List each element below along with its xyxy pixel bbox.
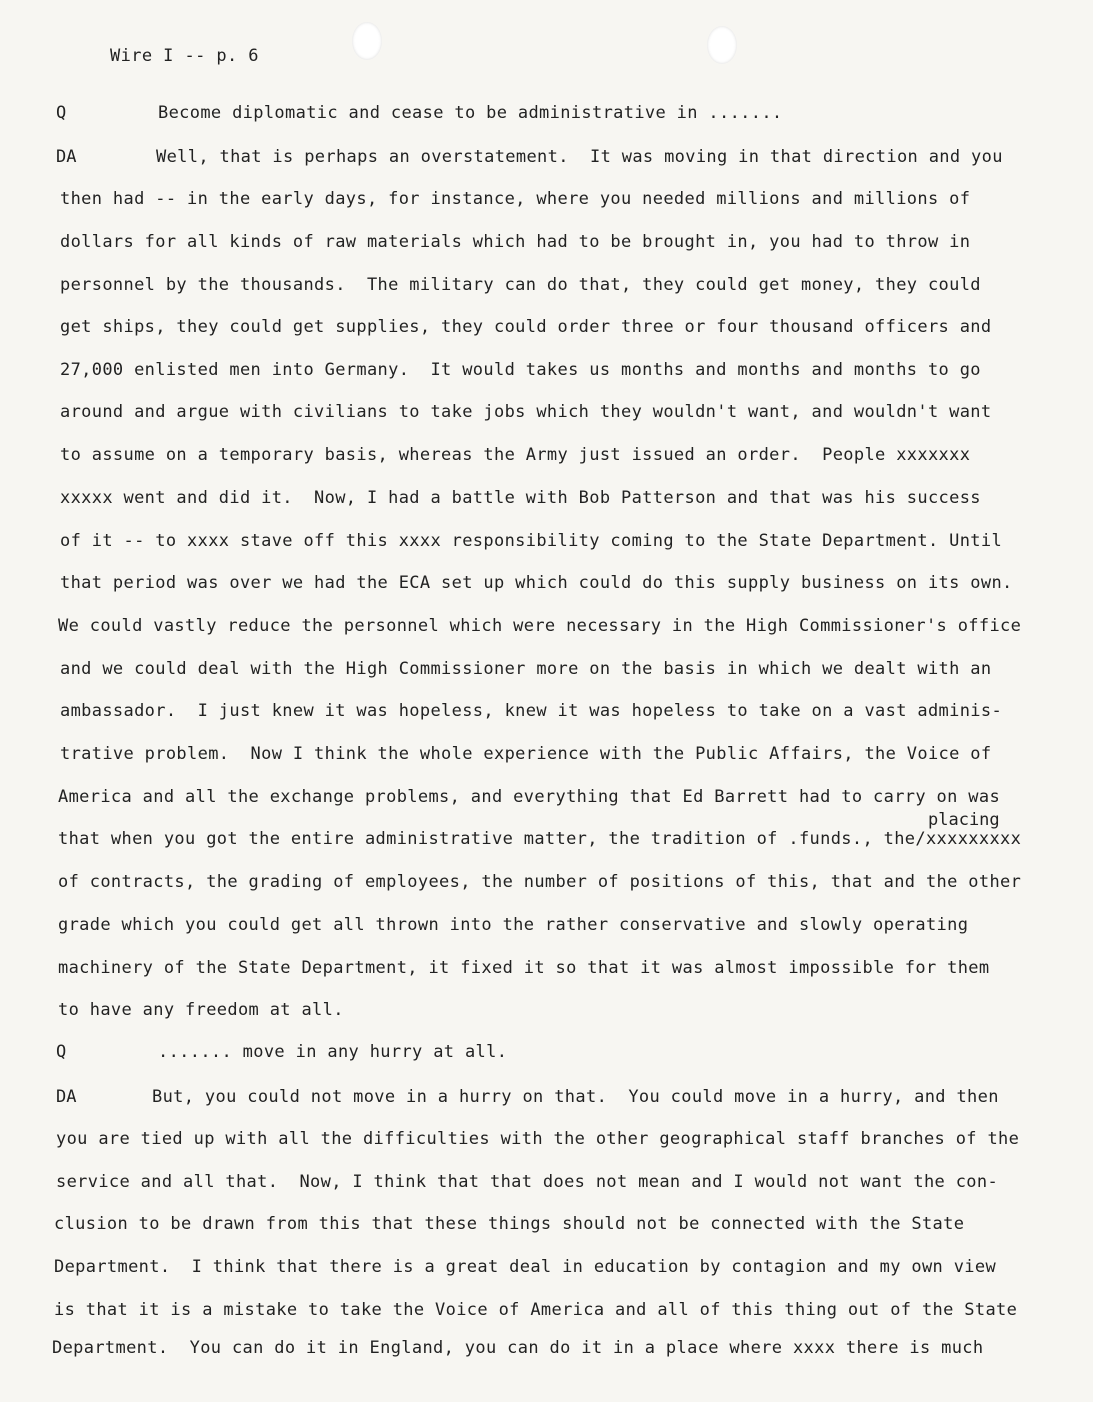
- text-line: But, you could not move in a hurry on that. You could move in a hurry, and then: [152, 1087, 999, 1107]
- speaker-label: DA: [56, 1087, 77, 1107]
- text-line: trative problem. Now I think the whole experience with the Public Affairs, the Voice of: [60, 744, 992, 764]
- handwritten-insert: placing: [928, 810, 1000, 830]
- text-line: personnel by the thousands. The military can do that, they could get money, they could: [60, 275, 981, 295]
- text-line: Well, that is perhaps an overstatement. It was moving in that direction and you: [156, 147, 1003, 167]
- text-line: grade which you could get all thrown into the rather conservative and slowly operating: [58, 915, 969, 935]
- text-line: xxxxx went and did it. Now, I had a battle with Bob Patterson and that was his success: [60, 488, 981, 508]
- text-line: that when you got the entire administrative matter, the tradition of .funds., the/xxxxxxxxx: [58, 829, 1022, 849]
- text-line: We could vastly reduce the personnel which were necessary in the High Commissioner's office: [58, 616, 1022, 636]
- text-line: machinery of the State Department, it fixed it so that it was almost impossible for them: [58, 958, 990, 978]
- text-line: Department. You can do it in England, you can do it in a place where xxxx there is much: [52, 1338, 984, 1358]
- text-line: to assume on a temporary basis, whereas the Army just issued an order. People xxxxxxx: [60, 445, 971, 465]
- text-line: of it -- to xxxx stave off this xxxx responsibility coming to the State Department. Until: [60, 531, 1003, 551]
- text-line: ambassador. I just knew it was hopeless, knew it was hopeless to take on a vast adminis-: [60, 701, 1003, 721]
- text-line: around and argue with civilians to take jobs which they wouldn't want, and wouldn't want: [60, 402, 992, 422]
- text-line: to have any freedom at all.: [58, 1000, 344, 1020]
- text-line: is that it is a mistake to take the Voice of America and all of this thing out of the State: [54, 1300, 1018, 1320]
- text-line: that period was over we had the ECA set up which could do this supply business on its own.: [60, 573, 1013, 593]
- text-line: dollars for all kinds of raw materials which had to be brought in, you had to throw in: [60, 232, 971, 252]
- text-line: Department. I think that there is a great deal in education by contagion and my own view: [54, 1257, 997, 1277]
- text-line: then had -- in the early days, for instance, where you needed millions and millions of: [60, 189, 971, 209]
- text-line: get ships, they could get supplies, they could order three or four thousand officers and: [60, 317, 992, 337]
- text-line: you are tied up with all the difficulties with the other geographical staff branches of the: [56, 1129, 1020, 1149]
- text-line: service and all that. Now, I think that that does not mean and I would not want the con-: [56, 1172, 999, 1192]
- text-line: Become diplomatic and cease to be administrative in .......: [158, 103, 783, 123]
- punch-hole: [707, 26, 737, 64]
- speaker-label: DA: [56, 147, 77, 167]
- speaker-label: Q: [56, 103, 67, 123]
- text-line: of contracts, the grading of employees, the number of positions of this, that and the other: [58, 872, 1022, 892]
- page-header: Wire I -- p. 6: [110, 46, 259, 66]
- speaker-label: Q: [56, 1042, 67, 1062]
- text-line: and we could deal with the High Commissioner more on the basis in which we dealt with an: [60, 659, 992, 679]
- text-line: America and all the exchange problems, and everything that Ed Barrett had to carry on was: [58, 787, 1001, 807]
- text-line: ....... move in any hurry at all.: [158, 1042, 508, 1062]
- text-line: clusion to be drawn from this that these things should not be connected with the State: [54, 1214, 965, 1234]
- punch-hole: [352, 22, 382, 60]
- text-line: 27,000 enlisted men into Germany. It would takes us months and months and months to go: [60, 360, 981, 380]
